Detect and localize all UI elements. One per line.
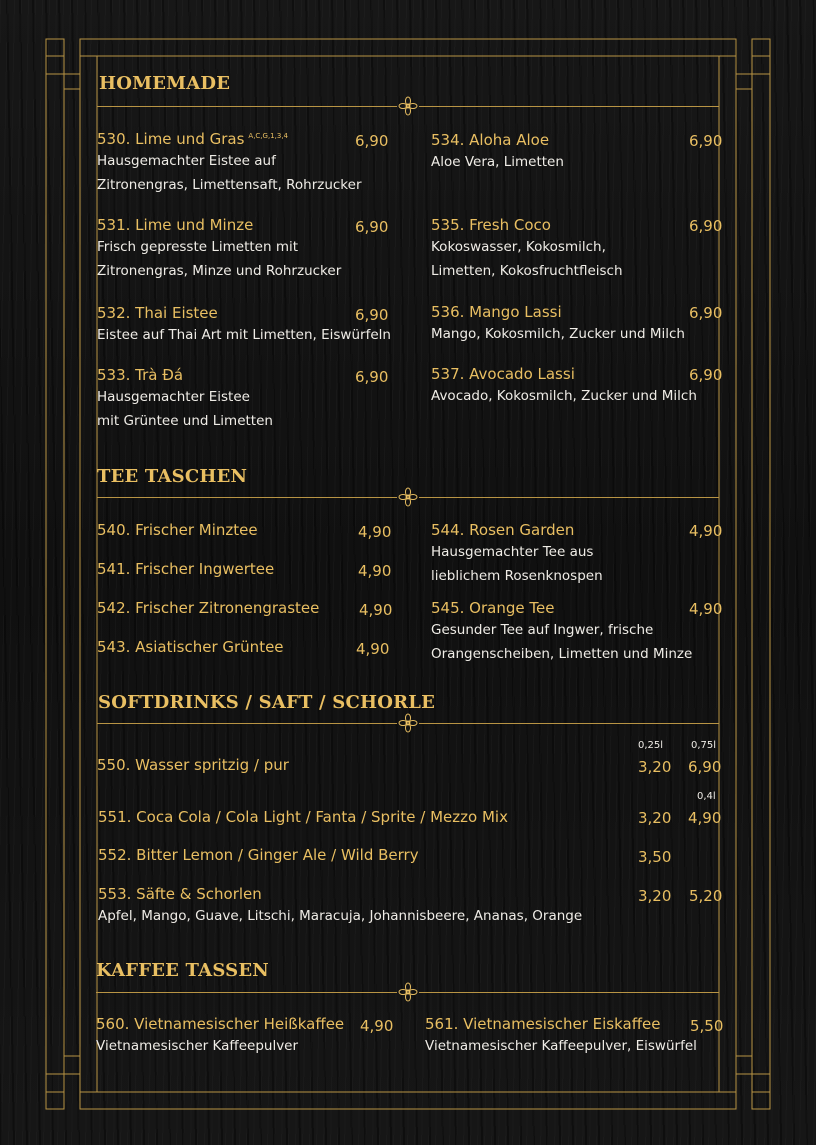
menu-item-536 [431, 303, 726, 346]
item-description: Kokoswasser, Kokosmilch, [431, 239, 606, 255]
menu-item-533 [97, 366, 387, 433]
menu-item-553 [98, 885, 582, 928]
item-name: 532. Thai Eistee [97, 304, 218, 322]
item-description: Orangenscheiben, Limetten und Minze [431, 646, 693, 662]
item-name: 561. Vietnamesischer Eiskaffee [425, 1015, 661, 1033]
flower-ornament-icon [398, 96, 418, 116]
item-price: 4,90 [689, 522, 723, 540]
item-name: 533. Trà Đá [97, 366, 184, 384]
item-price: 4,90 [689, 600, 723, 618]
flower-ornament-icon [398, 713, 418, 733]
size-label: 0,4l [697, 791, 716, 802]
section-title-softdrinks: SOFTDRINKS / SAFT / SCHORLE [98, 692, 436, 713]
menu-item-560 [96, 1015, 396, 1058]
item-name: 552. Bitter Lemon / Ginger Ale / Wild Berry [98, 846, 419, 864]
item-description: Gesunder Tee auf Ingwer, frische [431, 622, 654, 638]
item-price: 4,90 [688, 809, 722, 827]
flower-ornament-icon [398, 487, 418, 507]
section-divider [97, 99, 719, 113]
menu-item-552 [98, 846, 419, 864]
item-description: lieblichem Rosenknospen [431, 568, 603, 584]
item-name: 553. Säfte & Schorlen [98, 885, 262, 903]
menu-item-542 [97, 599, 397, 617]
item-description: Apfel, Mango, Guave, Litschi, Maracuja, Johannisbeere, Ananas, Orange [98, 908, 583, 924]
item-price: 4,90 [356, 640, 390, 658]
item-description: Eistee auf Thai Art mit Limetten, Eiswürfeln [97, 327, 391, 343]
menu-item-561 [425, 1015, 725, 1058]
item-description: Hausgemachter Eistee [97, 389, 250, 405]
size-label: 0,75l [691, 740, 717, 751]
item-description: Hausgemachter Tee aus [431, 544, 594, 560]
menu-item-551 [98, 808, 508, 826]
menu-item-540 [97, 521, 397, 539]
menu-item-532 [97, 304, 397, 347]
menu-item-535 [431, 216, 726, 283]
section-divider [97, 490, 719, 504]
allergen-codes: A,C,G,1,3,4 [248, 132, 288, 140]
item-description: Aloe Vera, Limetten [431, 154, 564, 170]
size-label: 0,25l [638, 740, 664, 751]
menu-item-550 [97, 756, 289, 774]
item-name: 535. Fresh Coco [431, 216, 551, 234]
item-description: Mango, Kokosmilch, Zucker und Milch [431, 326, 685, 342]
item-name: 531. Lime und Minze [97, 216, 254, 234]
item-description: Limetten, Kokosfruchtfleisch [431, 263, 623, 279]
item-name: 560. Vietnamesischer Heißkaffee [96, 1015, 345, 1033]
section-divider [96, 985, 719, 999]
item-price: 6,90 [689, 304, 723, 322]
item-price: 3,20 [638, 758, 672, 776]
item-description: Avocado, Kokosmilch, Zucker und Milch [431, 388, 697, 404]
item-price: 5,20 [689, 887, 723, 905]
item-price: 6,90 [355, 368, 389, 386]
item-price: 6,90 [689, 217, 723, 235]
section-title-kaffee: KAFFEE TASSEN [96, 960, 269, 981]
section-divider [97, 716, 719, 730]
item-price: 6,90 [355, 218, 389, 236]
menu-item-543 [97, 638, 397, 656]
menu-item-541 [97, 560, 397, 578]
item-name: 540. Frischer Minztee [97, 521, 258, 539]
item-name: 543. Asiatischer Grüntee [97, 638, 284, 656]
item-name: 550. Wasser spritzig / pur [97, 756, 289, 774]
item-name: 542. Frischer Zitronengrastee [97, 599, 320, 617]
item-description: Vietnamesischer Kaffeepulver, Eiswürfel [425, 1038, 697, 1054]
item-name: 534. Aloha Aloe [431, 131, 550, 149]
item-price: 4,90 [358, 523, 392, 541]
item-price: 4,90 [359, 601, 393, 619]
item-description: Hausgemachter Eistee auf [97, 153, 276, 169]
item-description: mit Grüntee und Limetten [97, 413, 273, 429]
item-price: 6,90 [689, 366, 723, 384]
item-name: 536. Mango Lassi [431, 303, 562, 321]
item-name: 537. Avocado Lassi [431, 365, 575, 383]
item-price: 6,90 [355, 306, 389, 324]
item-price: 6,90 [689, 132, 723, 150]
item-description: Zitronengras, Limettensaft, Rohrzucker [97, 177, 362, 193]
item-description: Vietnamesischer Kaffeepulver [96, 1038, 299, 1054]
item-price: 5,50 [690, 1017, 724, 1035]
item-price: 3,20 [638, 809, 672, 827]
item-name: 544. Rosen Garden [431, 521, 575, 539]
item-name: 545. Orange Tee [431, 599, 555, 617]
item-price: 6,90 [355, 132, 389, 150]
menu-item-537 [431, 365, 726, 408]
flower-ornament-icon [398, 982, 418, 1002]
item-name: 541. Frischer Ingwertee [97, 560, 275, 578]
item-price: 4,90 [360, 1017, 394, 1035]
menu-item-530 [97, 130, 387, 197]
menu-item-545 [431, 599, 726, 666]
menu-item-544 [431, 521, 726, 588]
item-description: Zitronengras, Minze und Rohrzucker [97, 263, 342, 279]
item-price: 6,90 [688, 758, 722, 776]
section-title-tee: TEE TASCHEN [97, 466, 248, 487]
item-name: 551. Coca Cola / Cola Light / Fanta / Sprite / Mezzo Mix [98, 808, 508, 826]
section-title-homemade: HOMEMADE [99, 73, 231, 94]
item-name: 530. Lime und Gras [97, 130, 245, 148]
menu-item-531 [97, 216, 387, 283]
item-description: Frisch gepresste Limetten mit [97, 239, 299, 255]
item-price: 3,50 [638, 848, 672, 866]
menu-item-534 [431, 131, 726, 174]
item-price: 4,90 [358, 562, 392, 580]
item-price: 3,20 [638, 887, 672, 905]
